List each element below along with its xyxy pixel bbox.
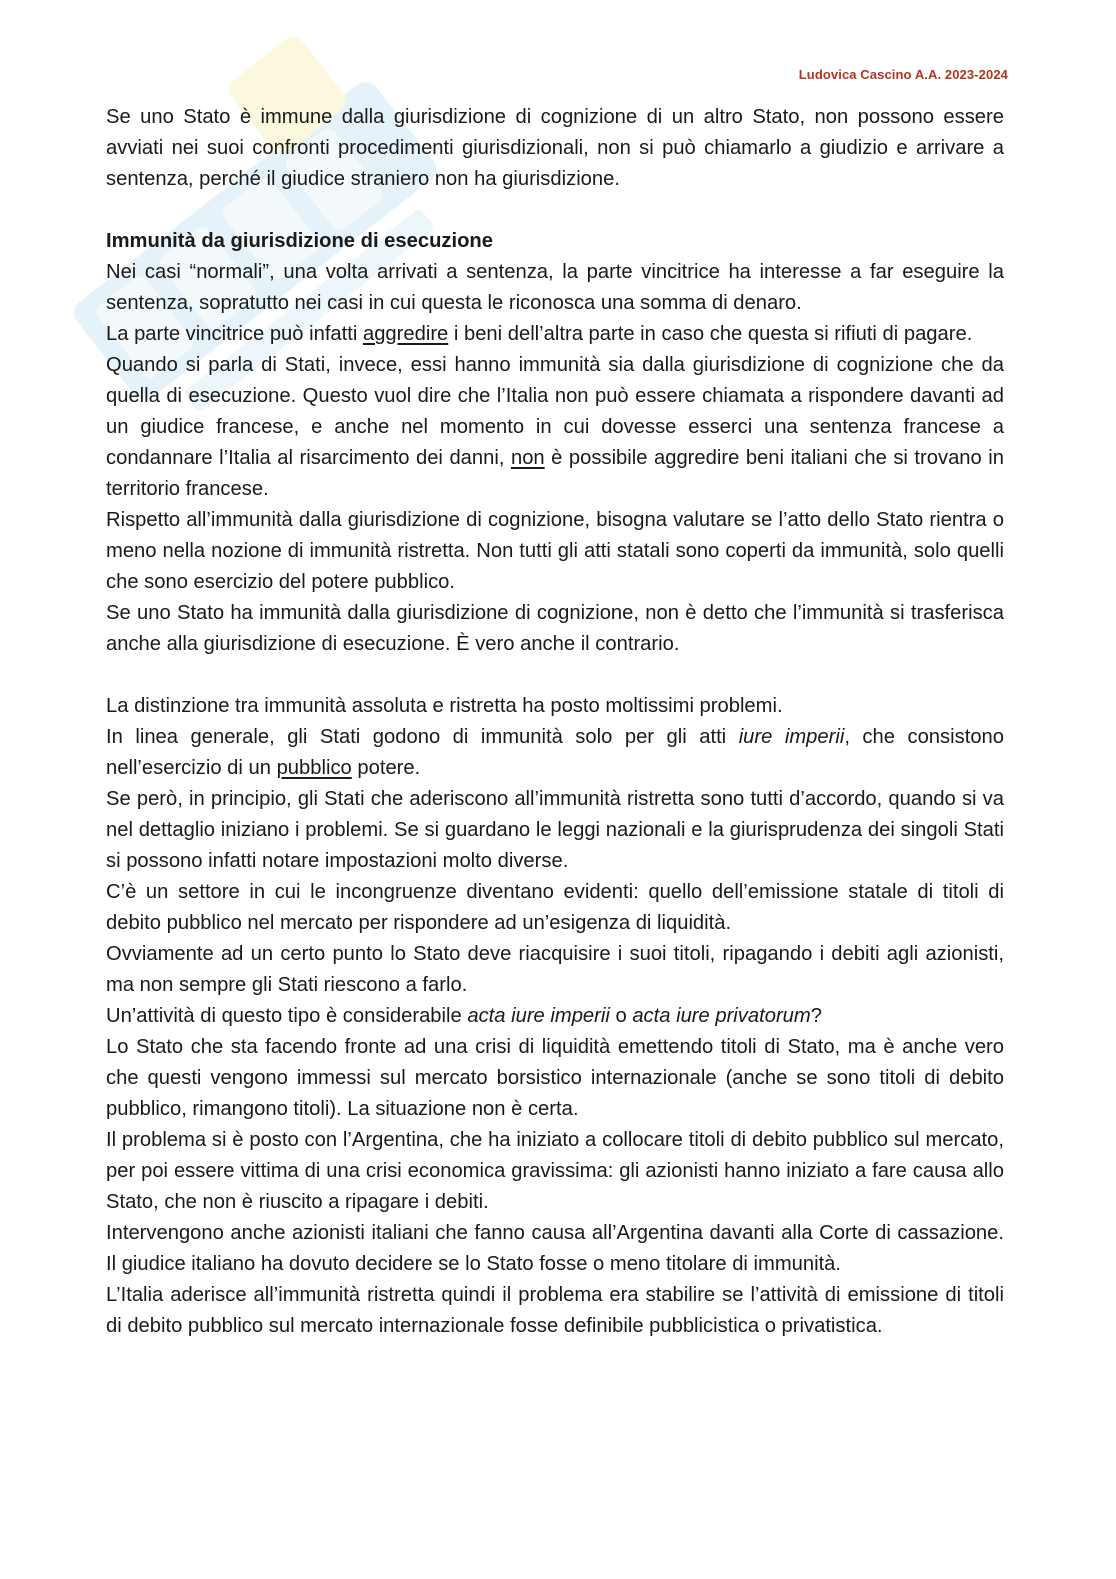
paragraph: L’Italia aderisce all’immunità ristretta quindi il problema era stabilire se l’attività di emissione di titoli di debito pubblico sul mercato internazionale fosse definibile pubblicistica o privatistica. xyxy=(106,1284,1004,1337)
text-run: Un’attività di questo tipo è considerabile xyxy=(106,1005,468,1027)
paragraph xyxy=(106,1001,1004,1032)
blank-line xyxy=(106,660,1004,691)
italic-text: acta iure privatorum xyxy=(632,1005,811,1027)
underlined-text: aggredire xyxy=(362,323,449,345)
italic-text: acta iure imperii xyxy=(467,1005,610,1027)
text-run: è possibile aggredire beni italiani che si trovano in territorio francese. xyxy=(106,447,1004,500)
blank-line xyxy=(106,195,1004,226)
paragraph xyxy=(106,722,1004,784)
document-body xyxy=(106,102,1004,1342)
text-run: In linea generale, gli Stati godono di immunità solo per gli atti xyxy=(106,726,739,748)
paragraph: Nei casi “normali”, una volta arrivati a sentenza, la parte vincitrice ha interesse a far eseguire la sentenza, sopratutto nei casi in cui questa le riconosca una somma di denaro. xyxy=(106,261,1004,314)
italic-text: iure imperii xyxy=(738,726,845,748)
text-run: , che consistono nell’esercizio di un xyxy=(106,726,1004,779)
underlined-text: pubblico xyxy=(276,757,352,779)
paragraph: Se però, in principio, gli Stati che aderiscono all’immunità ristretta sono tutti d’accordo, quando si va nel dettaglio iniziano i problemi. Se si guardano le leggi nazionali e la giurisprudenza dei singoli Stati si possono infatti notare impostazioni molto diverse. xyxy=(106,788,1004,872)
paragraph: Rispetto all’immunità dalla giurisdizione di cognizione, bisogna valutare se l’atto dello Stato rientra o meno nella nozione di immunità ristretta. Non tutti gli atti statali sono coperti da immunità, solo quelli che sono esercizio del potere pubblico. xyxy=(106,509,1004,593)
paragraph: Se uno Stato è immune dalla giurisdizione di cognizione di un altro Stato, non possono essere avviati nei suoi confronti procedimenti giurisdizionali, non si può chiamarlo a giudizio e arrivare a sentenza, perché il giudice straniero non ha giurisdizione. xyxy=(106,106,1004,190)
header-author-year: Ludovica Cascino A.A. 2023-2024 xyxy=(798,67,1008,82)
text-run: o xyxy=(609,1005,633,1027)
paragraph: Intervengono anche azionisti italiani che fanno causa all’Argentina davanti alla Corte di cassazione. Il giudice italiano ha dovuto decidere se lo Stato fosse o meno titolare di immunità. xyxy=(106,1222,1004,1275)
paragraph: Se uno Stato ha immunità dalla giurisdizione di cognizione, non è detto che l’immunità si trasferisca anche alla giurisdizione di esecuzione. È vero anche il contrario. xyxy=(106,602,1004,655)
paragraph: Ovviamente ad un certo punto lo Stato deve riacquisire i suoi titoli, ripagando i debiti agli azionisti, ma non sempre gli Stati riescono a farlo. xyxy=(106,943,1004,996)
underlined-text: non xyxy=(510,447,545,469)
section-heading: Immunità da giurisdizione di esecuzione xyxy=(106,230,493,252)
paragraph: Lo Stato che sta facendo fronte ad una crisi di liquidità emettendo titoli di Stato, ma è anche vero che questi vengono immessi sul mercato borsistico internazionale (anche se sono titoli di debito pubblico, rimangono titoli). La situazione non è certa. xyxy=(106,1036,1004,1120)
text-run: ? xyxy=(810,1005,822,1027)
paragraph: La distinzione tra immunità assoluta e ristretta ha posto moltissimi problemi. xyxy=(106,695,783,717)
paragraph: C’è un settore in cui le incongruenze diventano evidenti: quello dell’emissione statale di titoli di debito pubblico nel mercato per rispondere ad un’esigenza di liquidità. xyxy=(106,881,1004,934)
paragraph xyxy=(106,319,1004,350)
paragraph xyxy=(106,350,1004,505)
text-run: La parte vincitrice può infatti xyxy=(106,323,363,345)
text-run: i beni dell’altra parte in caso che questa si rifiuti di pagare. xyxy=(448,323,973,345)
paragraph: Il problema si è posto con l’Argentina, che ha iniziato a collocare titoli di debito pubblico sul mercato, per poi essere vittima di una crisi economica gravissima: gli azionisti hanno iniziato a fare causa allo Stato, che non è riuscito a ripagare i debiti. xyxy=(106,1129,1004,1213)
text-run: potere. xyxy=(351,757,421,779)
text-run: Quando si parla di Stati, invece, essi hanno immunità sia dalla giurisdizione di cognizione che da quella di esecuzione. Questo vuol dire che l’Italia non può essere chiamata a rispondere davanti ad un giudice francese, e anche nel momento in cui dovesse esserci una sentenza francese a condannare l’Italia al risarcimento dei danni, xyxy=(106,354,1004,469)
